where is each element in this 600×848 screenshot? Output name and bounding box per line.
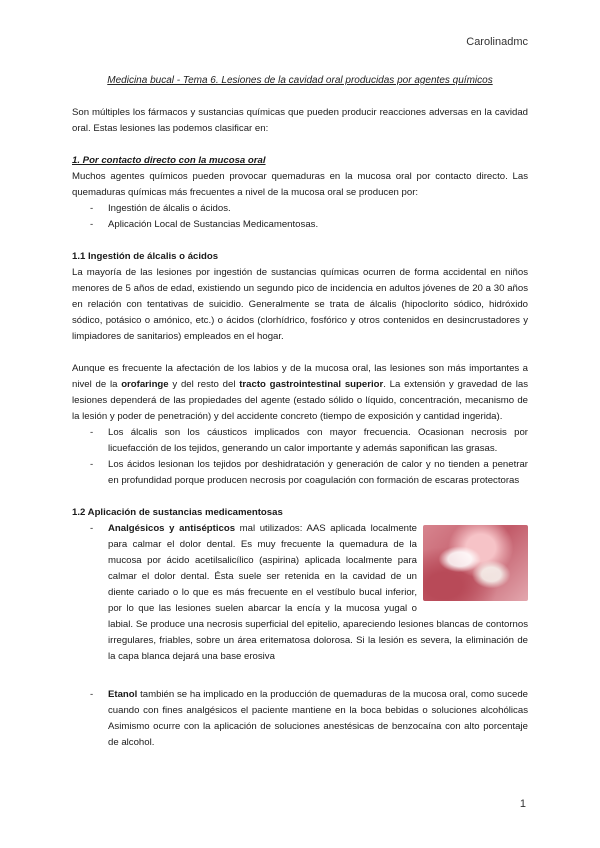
- list-item: - Los álcalis son los cáusticos implicados con mayor frecuencia. Ocasionan necrosis por licuefacción de los tejidos, generando un calor importante y además saponifican las grasas.: [72, 425, 528, 457]
- intro-paragraph: Son múltiples los fármacos y sustancias químicas que pueden producir reacciones adversas en la cavidad oral. Estas lesiones las podemos clasificar en:: [72, 107, 528, 134]
- section-1-text: Muchos agentes químicos pueden provocar quemaduras en la mucosa oral por contacto directo. Las quemaduras químicas más frecuentes a nivel de la mucosa oral se producen por:: [72, 171, 528, 198]
- term-analgesicos: Analgésicos y antisépticos: [108, 523, 236, 534]
- document-title: Medicina bucal - Tema 6. Lesiones de la cavidad oral producidas por agentes químicos: [107, 75, 493, 86]
- section-1-1-heading: 1.1 Ingestión de álcalis o ácidos: [72, 251, 219, 262]
- term-tracto: tracto gastrointestinal superior: [239, 379, 384, 390]
- list-item: - Aplicación Local de Sustancias Medicamentosas.: [72, 217, 528, 233]
- section-1-1-paragraph-1: La mayoría de las lesiones por ingestión de sustancias químicas ocurren de forma accidental en niños menores de 5 años de edad, existiendo un segundo pico de incidencia en adultos jóvenes de 20 a 30 años en relación con tentativas de suicidio. Generalmente se trata de álcalis (hipoclorito sódico, hidróxido sódico, potásico o amónico, etc.) o ácidos (clorhídrico, fosfórico y otros contenidos en desincrustadores y limpiadores de sanitarios) empleados en el hogar.: [72, 267, 528, 342]
- section-1-list: [72, 201, 528, 233]
- document-body: [72, 105, 528, 751]
- list-item-etanol: - Etanol también se ha implicado en la producción de quemaduras de la mucosa oral, como sucede cuando con fines analgésicos el paciente mantiene en la boca bebidas o soluciones alcohólicas Asimismo ocurre con la aplicación de soluciones anestésicas de benzocaína con alto porcentaje de alcohol.: [72, 687, 528, 751]
- section-1-1-paragraph-2: Aunque es frecuente la afectación de los labios y de la mucosa oral, las lesiones son más importantes a nivel de la orofaringe y del resto del tracto gastrointestinal superior. La extensión y gravedad de las lesiones dependerá de las propiedades del agente (estado sólido o líquido, concentración, mecanismo de la lesión y poder de penetración) y del accidente concreto (tiempo de exposición y cantidad ingerida).: [72, 363, 528, 422]
- section-1-heading: 1. Por contacto directo con la mucosa oral: [72, 155, 266, 166]
- list-item: - Los ácidos lesionan los tejidos por deshidratación y generación de calor y no tienden a penetrar en profundidad porque producen necrosis por coagulación con formación de escaras protectoras: [72, 457, 528, 489]
- oral-lesion-photo: [423, 525, 528, 601]
- list-item: - Ingestión de álcalis o ácidos.: [72, 201, 528, 217]
- term-etanol: Etanol: [108, 689, 138, 700]
- list-item-analgesicos: - Analgésicos y antisépticos mal utilizados: AAS aplicada localmente para calmar el dolor dental. Es muy frecuente la quemadura de la mucosa por ácido acetilsalicílico (aspirina) aplicada localmente para calmar el dolor dental. Ésta suele ser retenida en la cavidad de un diente cariado o lo que es más frecuente en el vestíbulo bucal inferior, por lo que las lesiones suelen abarcar la encía y la mucosa yugal o labial. Se produce una necrosis superficial del epitelio, apareciendo lesiones blancas de contornos irregulares, friables, sobre un área eritematosa dolorosa. Si la lesión es severa, la eliminación de la capa blanca dejará una base erosiva: [72, 521, 528, 665]
- section-1-1-list: [72, 425, 528, 489]
- section-1-2-list: [72, 521, 528, 751]
- section-1-2-heading: 1.2 Aplicación de sustancias medicamentosas: [72, 507, 283, 518]
- page-number: 1: [519, 798, 526, 810]
- term-orofaringe: orofaringe: [121, 379, 169, 390]
- author-name: Carolinadmc: [466, 36, 528, 48]
